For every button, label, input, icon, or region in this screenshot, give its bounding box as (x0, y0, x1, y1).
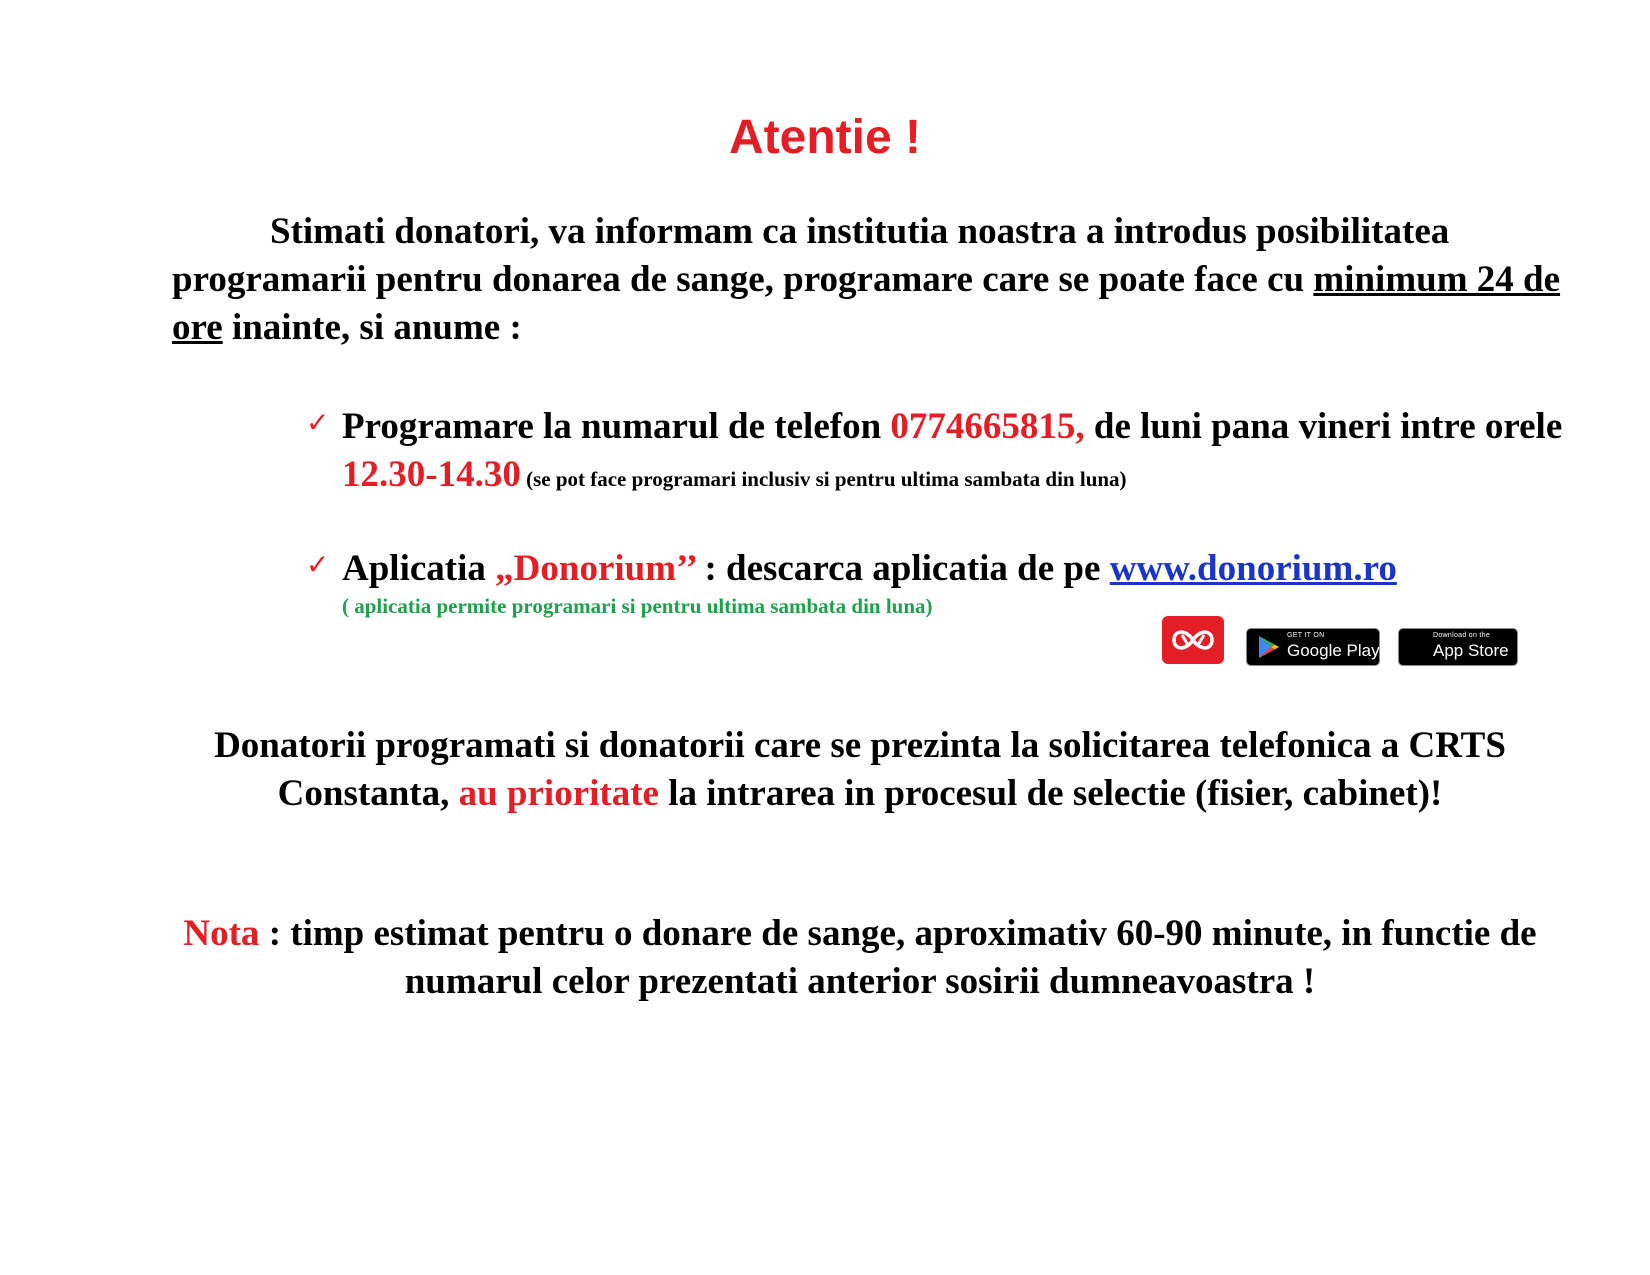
check-icon: ✓ (306, 406, 330, 439)
note-text: : timp estimat pentru o donare de sange, aproximativ 60-90 minute, in functie de numarul celor prezentati anterior sosirii dumneavoastra ! (259, 913, 1537, 1002)
google-play-badge[interactable] (1246, 628, 1380, 666)
app-store-badge[interactable] (1398, 628, 1518, 666)
intro-paragraph (172, 208, 1572, 352)
check-icon: ✓ (306, 548, 330, 581)
phone-booking-note: (se pot face programari inclusiv si pentru ultima sambata din luna) (520, 467, 1127, 491)
booking-hours: 12.30-14.30 (342, 454, 521, 495)
priority-text-1: Donatorii programati si donatorii care se prezinta la solicitarea telefonica a CRTS Constanta, (214, 725, 1506, 814)
app-store-label: App Store (1433, 641, 1509, 660)
app-booking-text-1: Aplicatia (342, 548, 496, 589)
app-booking-note: ( aplicatia permite programari si pentru ultima sambata din luna) (342, 594, 933, 618)
phone-number: 0774665815, (890, 406, 1085, 447)
donorium-link[interactable]: www.donorium.ro (1109, 548, 1397, 589)
google-play-icon (1257, 635, 1281, 659)
phone-booking-item (306, 403, 1582, 503)
priority-highlight: au prioritate (458, 773, 659, 814)
note-paragraph (140, 910, 1580, 1006)
page-title: Atentie ! (729, 111, 921, 164)
intro-text-2: inainte, si anume : (222, 307, 522, 348)
google-play-label: Google Play (1287, 641, 1380, 660)
app-booking-text-2: : descarca aplicatia de pe (695, 548, 1110, 589)
google-play-small-label: GET IT ON (1287, 632, 1325, 639)
app-booking-content (342, 545, 1582, 619)
intro-underlined: minimum 24 de ore (172, 259, 1561, 348)
phone-booking-text-1: Programare la numarul de telefon (342, 406, 891, 447)
app-store-small-label: Download on the (1433, 632, 1491, 639)
phone-booking-text-2: de luni pana vineri intre orele (1084, 406, 1563, 447)
phone-booking-content (342, 403, 1582, 503)
app-name: „Donorium’’ (495, 548, 696, 589)
note-label: Nota (183, 913, 260, 954)
donorium-logo-icon[interactable] (1162, 616, 1224, 664)
priority-paragraph (140, 722, 1580, 818)
app-booking-item (306, 545, 1582, 619)
intro-text-1: Stimati donatori, va informam ca institutia noastra a introdus posibilitatea programarii pentru donarea de sange, programare care se poate face cu (172, 211, 1450, 300)
priority-text-2: la intrarea in procesul de selectie (fisier, cabinet)! (658, 773, 1443, 814)
